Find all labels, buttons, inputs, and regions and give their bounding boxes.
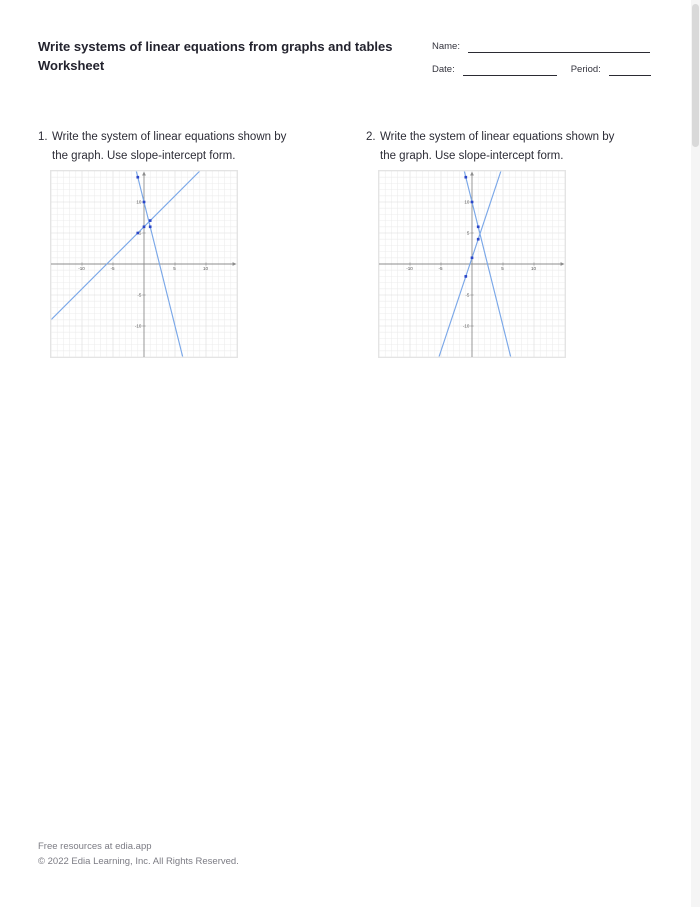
- problem-2: [366, 128, 682, 165]
- svg-text:5: 5: [173, 266, 176, 272]
- problem-2-text: [380, 128, 682, 165]
- svg-text:-10: -10: [134, 323, 142, 329]
- date-label: Date:: [432, 64, 455, 75]
- footer-copyright-text: © 2022 Edia Learning, Inc. All Rights Reserved.: [38, 856, 239, 867]
- graph-2-svg: [379, 171, 565, 357]
- page-title: [38, 37, 418, 75]
- scrollbar-thumb[interactable]: [692, 4, 699, 147]
- graph-1-svg: [51, 171, 237, 357]
- svg-text:10: 10: [464, 199, 470, 205]
- name-field-row: [432, 41, 660, 53]
- page-footer: [38, 839, 239, 869]
- svg-text:10: 10: [202, 266, 209, 272]
- date-period-field-row: [432, 64, 660, 76]
- student-fields: [432, 41, 660, 87]
- problem-1-number: 1.: [38, 131, 48, 143]
- problem-1: [38, 128, 354, 165]
- problem-2-graph: [378, 170, 566, 358]
- problem-1-graph: [50, 170, 238, 358]
- name-label: Name:: [432, 41, 460, 52]
- svg-text:5: 5: [138, 230, 142, 236]
- problem-1-text-line2: the graph. Use slope-intercept form.: [52, 149, 236, 162]
- name-blank-line: [468, 43, 650, 53]
- problem-2-number: 2.: [366, 131, 376, 143]
- problem-1-text: [52, 128, 354, 165]
- svg-text:10: 10: [530, 266, 537, 272]
- problem-1-text-line1: Write the system of linear equations shown by: [52, 131, 287, 143]
- svg-text:-5: -5: [110, 266, 115, 272]
- svg-text:5: 5: [466, 230, 470, 236]
- svg-text:-10: -10: [78, 266, 85, 272]
- page-title-line2: Worksheet: [38, 58, 105, 73]
- problem-2-text-line2: the graph. Use slope-intercept form.: [380, 149, 564, 162]
- svg-text:-5: -5: [137, 292, 142, 298]
- svg-text:-10: -10: [406, 266, 413, 272]
- period-label: Period:: [570, 64, 601, 75]
- svg-text:-5: -5: [438, 266, 443, 272]
- page-title-line1: Write systems of linear equations from graphs and tables: [38, 39, 393, 54]
- scrollbar-track[interactable]: [691, 0, 700, 907]
- svg-text:-10: -10: [462, 323, 470, 329]
- date-blank-line: [463, 66, 557, 76]
- problem-2-text-line1: Write the system of linear equations shown by: [380, 131, 615, 143]
- period-blank-line: [609, 66, 651, 76]
- svg-text:10: 10: [136, 199, 142, 205]
- svg-text:-5: -5: [465, 292, 470, 298]
- svg-text:5: 5: [501, 266, 504, 272]
- footer-resources-text: Free resources at edia.app: [38, 841, 152, 852]
